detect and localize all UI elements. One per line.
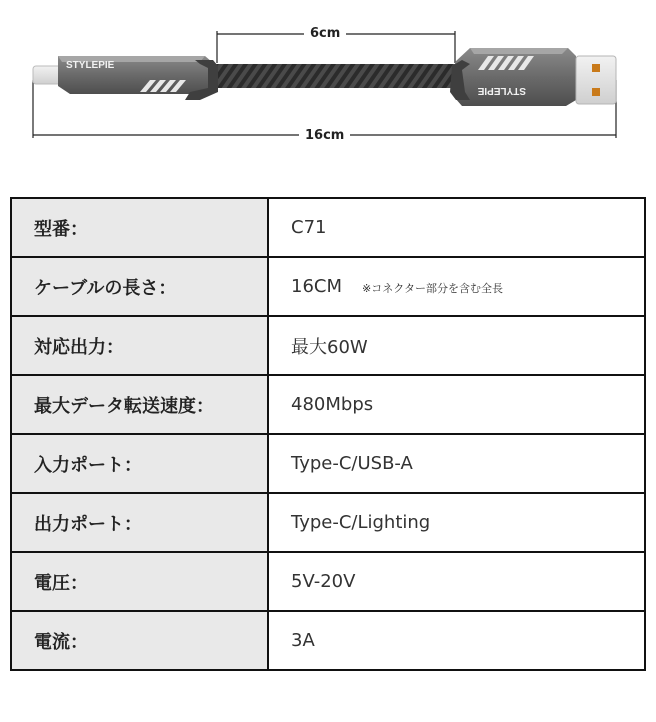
spec-label-length: ケーブルの長さ：: [11, 257, 268, 316]
table-row: [11, 375, 645, 434]
table-row: [11, 552, 645, 611]
spec-value-output: 最大60W: [268, 316, 645, 375]
dimension-label-total: 16cm: [299, 128, 350, 144]
spec-value-length: 16CM: [291, 276, 343, 297]
cable-illustration: [0, 0, 656, 170]
table-row: [11, 434, 645, 493]
spec-table: [10, 197, 646, 671]
table-row: [11, 316, 645, 375]
brand-logo-left: STYLEPIE: [66, 60, 115, 71]
brand-logo-right: STYLEPIE: [477, 85, 526, 96]
spec-value-current: 3A: [268, 611, 645, 670]
spec-label-input-port: 入力ポート：: [11, 434, 268, 493]
spec-label-model: 型番：: [11, 198, 268, 257]
table-row: [11, 198, 645, 257]
spec-label-output: 対応出力：: [11, 316, 268, 375]
dimension-label-inner: 6cm: [304, 26, 346, 42]
spec-label-current: 電流：: [11, 611, 268, 670]
spec-label-output-port: 出力ポート：: [11, 493, 268, 552]
spec-label-transfer: 最大データ転送速度：: [11, 375, 268, 434]
spec-value-transfer: 480Mbps: [268, 375, 645, 434]
usb-a-plug: [576, 56, 616, 104]
spec-value-voltage: 5V-20V: [268, 552, 645, 611]
table-row: [11, 493, 645, 552]
spec-value-input-port: Type-C/USB-A: [268, 434, 645, 493]
spec-note-length: ※コネクター部分を含む全長: [362, 282, 504, 295]
spec-label-voltage: 電圧：: [11, 552, 268, 611]
braided-cable: [205, 64, 465, 88]
table-row: [11, 611, 645, 670]
spec-value-length-cell: [268, 257, 645, 316]
spec-value-model: C71: [268, 198, 645, 257]
table-row: [11, 257, 645, 316]
spec-value-output-port: Type-C/Lighting: [268, 493, 645, 552]
right-connector-housing: [450, 48, 576, 106]
